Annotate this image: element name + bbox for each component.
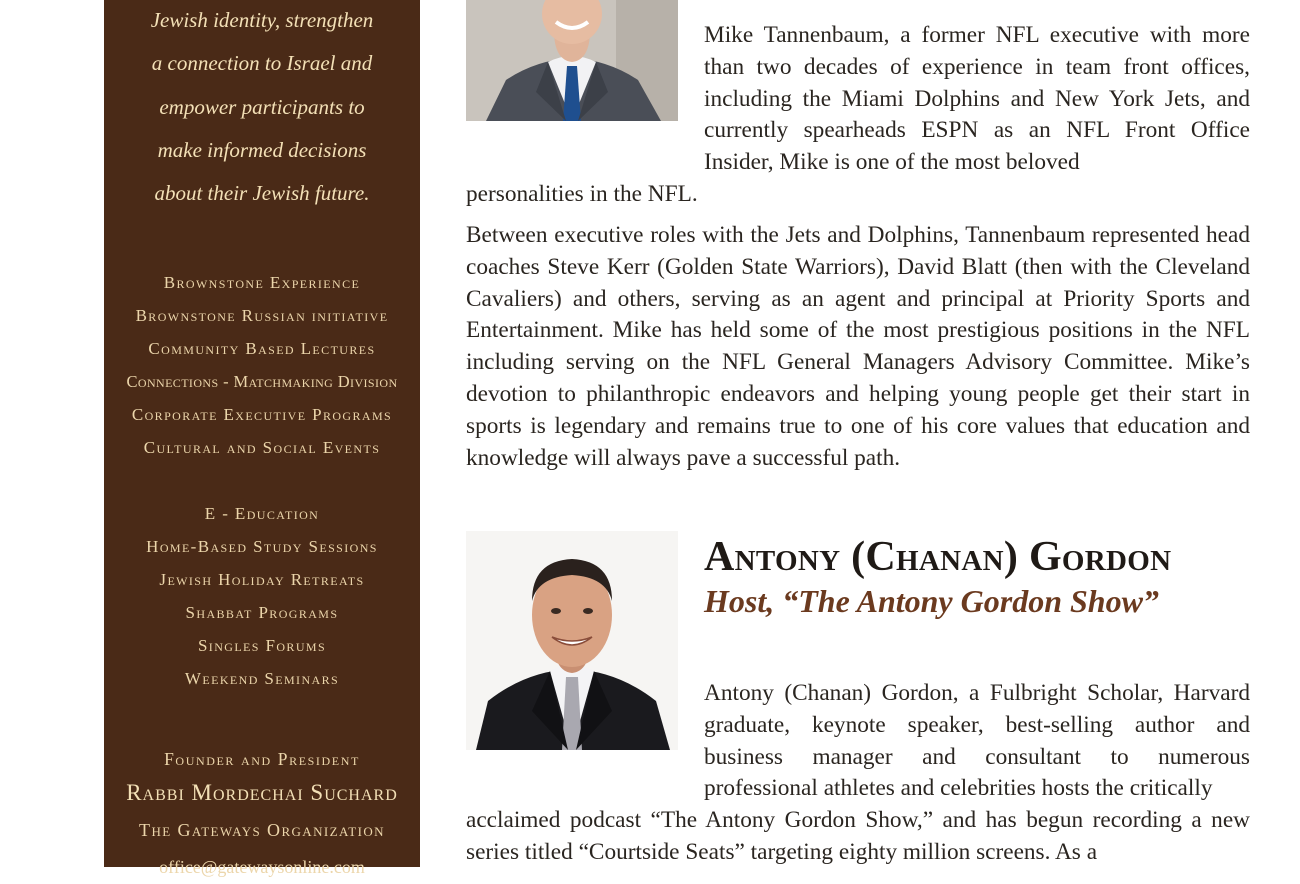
intro-line: Jewish identity, strengthen xyxy=(150,8,374,32)
intro-line: make informed decisions xyxy=(157,137,367,162)
portrait-image xyxy=(466,0,678,121)
program-item: Cultural and Social Events xyxy=(143,438,381,457)
tannenbaum-bio-body: Between executive roles with the Jets and Dolphins, Tannenbaum represented head coaches Steve Kerr (Golden State Warriors), David Blatt (then with the Cleveland Cavaliers) and others, serving as an agent and principal at Priority Sports and Entertainment. Mike has held some of the most prestigious positions in the NFL including serving on the NFL General Managers Advisory Committee. Mike’s devotion to philanthropic endeavors and helping young people get their start in sports is legendary and remains true to one of his core values that education and knowledge will always pave a successful path. xyxy=(466,222,1250,471)
portrait-image xyxy=(466,531,678,750)
program-item: Connections - Matchmaking Division xyxy=(126,372,398,391)
program-list-1 xyxy=(104,266,420,464)
founder-role: Founder and President xyxy=(164,749,360,769)
contact-email[interactable]: office@gatewaysonline.com xyxy=(159,857,365,877)
program-item: Brownstone Russian initiative xyxy=(135,306,389,325)
program-item: E - Education xyxy=(204,504,320,523)
sidebar-intro xyxy=(104,0,420,215)
founder-name: Rabbi Mordechai Suchard xyxy=(126,780,398,805)
intro-line: about their Jewish future. xyxy=(154,181,370,206)
program-list-2 xyxy=(104,497,420,695)
program-item: Shabbat Programs xyxy=(185,603,339,622)
program-item: Home-Based Study Sessions xyxy=(146,537,378,556)
tannenbaum-bio-intro: Mike Tannenbaum, a former NFL executive with more than two decades of experience in team front offices, including the Miami Dolphins and New York Jets, and currently spearheads ESPN as an NFL Front Office Insider, Mike is one of the most beloved xyxy=(704,22,1250,176)
speaker-name-gordon: Antony (Chanan) Gordon xyxy=(704,534,1172,580)
gordon-bio-intro: Antony (Chanan) Gordon, a Fulbright Scholar, Harvard graduate, keynote speaker, best-selling author and business manager and consultant to numerous professional athletes and celebrities hosts the critically xyxy=(704,680,1250,802)
program-item: Weekend Seminars xyxy=(184,669,340,688)
speaker-photo-tannenbaum xyxy=(466,0,678,121)
program-item: Community Based Lectures xyxy=(148,339,376,358)
intro-line: empower participants to xyxy=(159,94,365,119)
program-item: Corporate Executive Programs xyxy=(131,405,393,424)
program-item: Brownstone Experience xyxy=(163,273,361,292)
speaker-photo-gordon xyxy=(466,531,678,750)
founder-block xyxy=(104,742,420,884)
gordon-bio-body: acclaimed podcast “The Antony Gordon Show,” and has begun recording a new series titled “Courtside Seats” targeting eighty million screens. As a xyxy=(466,807,1250,865)
tannenbaum-bio-intro-end: personalities in the NFL. xyxy=(466,181,698,207)
program-item: Jewish Holiday Retreats xyxy=(159,570,365,589)
program-item: Singles Forums xyxy=(197,636,327,655)
sidebar xyxy=(104,0,420,877)
speaker-title-gordon: Host, “The Antony Gordon Show” xyxy=(704,583,1159,619)
organization-name: The Gateways Organization xyxy=(139,820,385,840)
intro-line: a connection to Israel and xyxy=(151,51,373,76)
